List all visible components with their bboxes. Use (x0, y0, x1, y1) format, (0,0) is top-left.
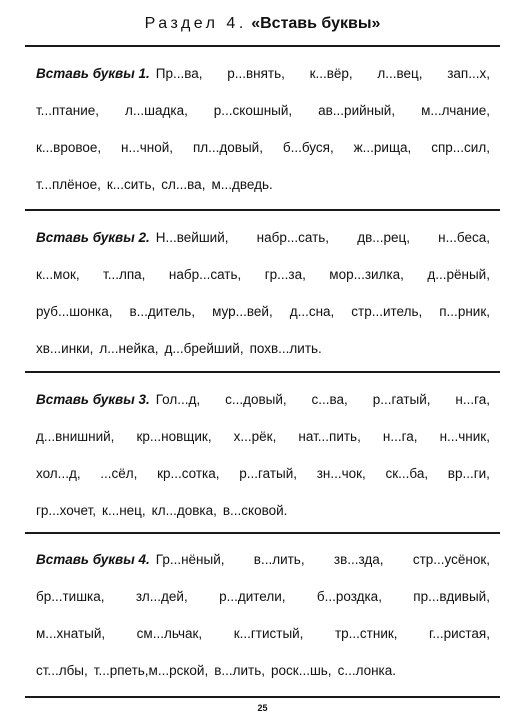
page-header (0, 14, 525, 34)
exercise-word: х...рёк, (233, 429, 277, 444)
exercise-word: м...дведь. (211, 177, 273, 192)
exercise-word: в...дитель, (129, 304, 196, 319)
exercise-word: ав...рийный, (318, 103, 396, 118)
exercise-word: р...гатый, (372, 392, 431, 407)
top-divider (25, 45, 500, 47)
exercise-word: стр...итель, (351, 304, 423, 319)
exercise-word: в...лить, (214, 663, 266, 678)
exercise-heading: Вставь буквы 3. (36, 392, 150, 407)
exercise-word: б...роздка, (316, 589, 382, 604)
exercise-line (36, 228, 490, 248)
exercise-word: ж...рища, (353, 140, 412, 155)
exercise-heading: Вставь буквы 2. (36, 230, 150, 245)
exercise-word: л...шадка, (125, 103, 188, 118)
exercise-line (36, 339, 490, 359)
exercise-line (36, 265, 490, 285)
exercise-word: Н...вейший, (155, 230, 229, 245)
exercise-word: см...льчак, (136, 626, 203, 641)
exercise-line (36, 175, 490, 195)
exercise-word: д...внишний, (36, 429, 115, 444)
exercise-word: д...брейший, (164, 341, 244, 356)
exercise-word: т...птание, (36, 103, 100, 118)
exercise-word: дв...рец, (357, 230, 411, 245)
exercise-word: гр...хочет, (36, 503, 97, 518)
exercise-word: стр...усёнок, (412, 552, 490, 567)
divider-1 (25, 209, 500, 211)
exercise-word: с...довый, (225, 392, 287, 407)
exercise-word: тр...стник, (334, 626, 398, 641)
exercise-word: п...рник, (439, 304, 490, 319)
exercise-word: н...га, (382, 429, 418, 444)
exercise-word: пр...вдивый, (413, 589, 490, 604)
divider-2 (25, 371, 500, 373)
exercise-word: с...лонка. (337, 663, 397, 678)
exercise-line (36, 587, 490, 607)
exercise-word: зап...х, (447, 66, 490, 81)
exercise-word: мор...зилка, (329, 267, 404, 282)
exercise-word: р...дители, (219, 589, 286, 604)
exercise-word: зв...зда, (333, 552, 384, 567)
exercise-first-group (36, 550, 225, 570)
exercise-line (36, 390, 490, 410)
exercise-word: б...буся, (282, 140, 334, 155)
exercise-word: р...гатый, (239, 466, 297, 481)
exercise-first-group (36, 390, 200, 410)
section-title: «Вставь буквы» (251, 15, 381, 32)
exercise-word: ск...ба, (385, 466, 429, 481)
exercise-word: бр...тишка, (36, 589, 105, 604)
exercise-word: пл...довый, (192, 140, 263, 155)
exercise-word: к...мок, (36, 267, 80, 282)
exercise-word: роск...шь, (271, 663, 332, 678)
exercise-word: кр...новщик, (136, 429, 212, 444)
exercise-word: сл...ва, (161, 177, 206, 192)
exercise-line (36, 101, 490, 121)
exercise-heading: Вставь буквы 4. (36, 552, 150, 567)
exercise-word: м...лчание, (421, 103, 490, 118)
exercise-word: д...сна, (289, 304, 335, 319)
exercise-line (36, 138, 490, 158)
exercise-4 (36, 550, 490, 698)
exercise-word: н...га, (455, 392, 490, 407)
exercise-word: ст...лбы, (36, 663, 88, 678)
exercise-line (36, 624, 490, 644)
exercise-line (36, 550, 490, 570)
exercise-word: к...нец, (102, 503, 146, 518)
bottom-divider (25, 696, 500, 698)
exercise-2 (36, 228, 490, 376)
exercise-3 (36, 390, 490, 538)
exercise-word: н...чной, (121, 140, 174, 155)
exercise-line (36, 464, 490, 484)
exercise-word: мур...вей, (212, 304, 273, 319)
exercise-heading: Вставь буквы 1. (36, 66, 150, 81)
exercise-word: т...плёное, (36, 177, 101, 192)
exercise-word: набр...сать, (256, 230, 330, 245)
exercise-word: д...рёный, (427, 267, 490, 282)
exercise-word: вр...ги, (447, 466, 490, 481)
exercise-word: гр...за, (264, 267, 306, 282)
exercise-word: р...внять, (227, 66, 285, 81)
exercise-line (36, 661, 490, 681)
exercise-word: ...сёл, (100, 466, 138, 481)
exercise-word: г...ристая, (429, 626, 490, 641)
exercise-word: р...скошный, (213, 103, 293, 118)
exercise-word: к...сить, (106, 177, 156, 192)
exercise-word: кр...сотка, (157, 466, 220, 481)
exercise-word: зл...дей, (135, 589, 188, 604)
exercise-word: нат...пить, (298, 429, 361, 444)
exercise-word: зн...чок, (316, 466, 366, 481)
exercise-line (36, 427, 490, 447)
exercise-word: набр...сать, (168, 267, 242, 282)
exercise-first-group (36, 64, 203, 84)
divider-3 (25, 532, 500, 534)
exercise-word: похв...лить. (249, 341, 322, 356)
exercise-word: л...вец, (377, 66, 423, 81)
exercise-word: Пр...ва, (155, 66, 203, 81)
exercise-word: хол...д, (36, 466, 81, 481)
exercise-word: в...сковой. (222, 503, 288, 518)
exercise-word: Гр...нёный, (155, 552, 225, 567)
exercise-word: н...чник, (439, 429, 490, 444)
exercise-word: т...рпеть,м...рской, (93, 663, 209, 678)
exercise-line (36, 302, 490, 322)
exercise-line (36, 64, 490, 84)
exercise-word: Гол...д, (155, 392, 201, 407)
exercise-word: в...лить, (253, 552, 305, 567)
page-number: 25 (257, 703, 268, 713)
exercise-word: т...лпа, (103, 267, 146, 282)
exercise-word: к...вровое, (36, 140, 102, 155)
exercise-word: кл...довка, (151, 503, 217, 518)
exercise-line (36, 501, 490, 521)
section-label: Раздел 4. (144, 15, 247, 32)
exercise-word: руб...шонка, (36, 304, 113, 319)
exercise-word: к...гтистый, (233, 626, 304, 641)
exercise-word: м...хнатый, (36, 626, 106, 641)
exercise-first-group (36, 228, 229, 248)
exercise-word: л...нейка, (99, 341, 159, 356)
exercise-word: н...беса, (438, 230, 490, 245)
exercise-word: хв...инки, (36, 341, 94, 356)
exercise-word: спр...сил, (431, 140, 490, 155)
exercise-1 (36, 64, 490, 212)
exercise-word: к...вёр, (309, 66, 353, 81)
exercise-word: с...ва, (311, 392, 348, 407)
